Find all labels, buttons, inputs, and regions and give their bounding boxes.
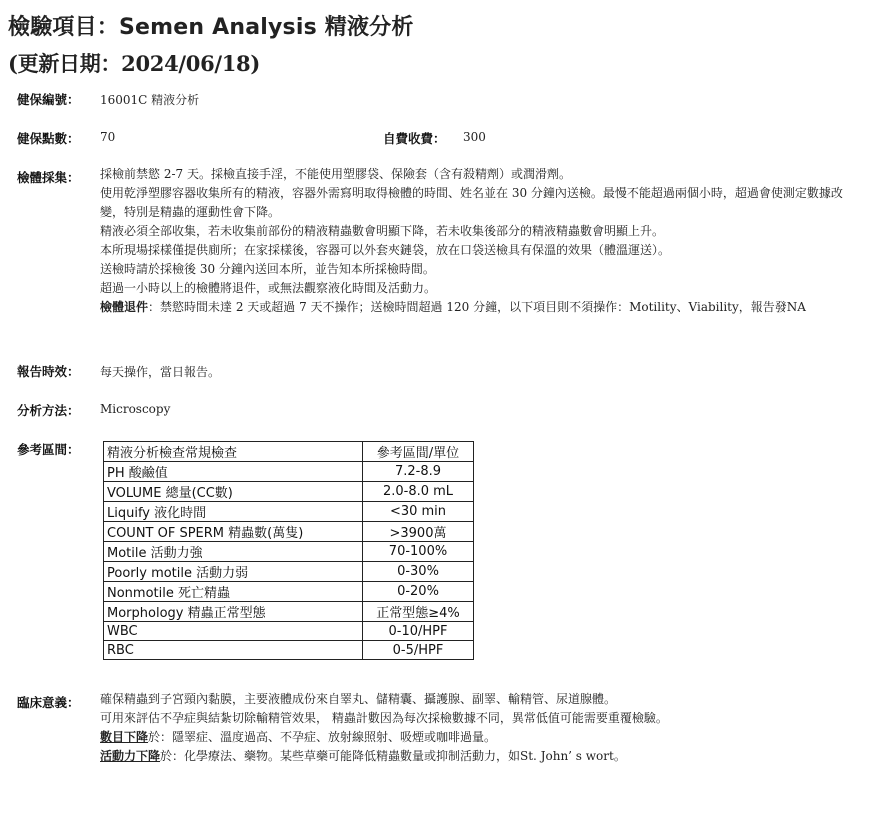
table-row xyxy=(104,542,474,562)
table-header-cell: 參考區間/單位 xyxy=(363,442,474,462)
table-cell: Liquify 液化時間 xyxy=(104,502,363,522)
table-cell: PH 酸鹼值 xyxy=(104,462,363,482)
table-row xyxy=(104,641,474,660)
table-cell: 0-20% xyxy=(363,582,474,602)
table-cell: 正常型態≥4% xyxy=(363,602,474,622)
report-time-value: 每天操作，當日報告。 xyxy=(100,365,221,379)
collection-line: 精液必須全部收集，若未收集前部份的精液精蟲數會明顯下降，若未收集後部分的精液精蟲數會明顯上升。 xyxy=(100,224,665,238)
table-row xyxy=(104,602,474,622)
table-cell: <30 min xyxy=(363,502,474,522)
self-pay-label: 自費收費： xyxy=(383,131,446,146)
table-row xyxy=(104,582,474,602)
table-row xyxy=(104,462,474,482)
table-cell: Poorly motile 活動力弱 xyxy=(104,562,363,582)
method-label: 分析方法： xyxy=(17,403,80,418)
page-title: 檢驗項目：Semen Analysis 精液分析 xyxy=(8,15,414,40)
collection-line: 本所現場採樣僅提供廁所；在家採樣後，容器可以外套夾鏈袋，放在口袋送檢具有保溫的效果（體溫運送）。 xyxy=(100,243,671,257)
table-cell: >3900萬 xyxy=(363,522,474,542)
self-pay-value: 300 xyxy=(463,130,486,144)
clinical-line: 確保精蟲到子宮頸內黏膜，主要液體成份來自睪丸、儲精囊、攝護腺、副睪、輸精管、尿道腺體。 xyxy=(100,692,617,706)
nhi-code-value: 16001C 精液分析 xyxy=(100,93,200,107)
collection-line: 使用乾淨塑膠容器收集所有的精液，容器外需寫明取得檢體的時間、姓名並在 30 分鐘內送檢。最慢不能超過兩個小時，超過會使測定數據改變，特別是精蟲的運動性會下降。 xyxy=(100,186,843,219)
table-cell: RBC xyxy=(104,641,363,660)
table-cell: Nonmotile 死亡精蟲 xyxy=(104,582,363,602)
reject-text: ：禁慾時間未達 2 天或超過 7 天不操作；送檢時間超過 120 分鐘，以下項目則不須操作：Motility、Viability，報告發NA xyxy=(148,300,806,314)
collection-line: 超過一小時以上的檢體將退件，或無法觀察液化時間及活動力。 xyxy=(100,281,437,295)
collection-instructions xyxy=(100,165,860,317)
reference-label: 參考區間： xyxy=(17,442,80,457)
decrease-text: 於：隱睪症、溫度過高、不孕症、放射線照射、吸煙或咖啡過量。 xyxy=(148,730,497,744)
table-row xyxy=(104,502,474,522)
clinical-motility xyxy=(100,747,860,766)
reject-rule xyxy=(100,298,860,317)
table-cell: VOLUME 總量(CC數) xyxy=(104,482,363,502)
reject-label: 檢體退件 xyxy=(100,300,149,314)
collection-label: 檢體採集： xyxy=(17,170,80,185)
collection-line: 採檢前禁慾 2-7 天。採檢直接手淫，不能使用塑膠袋、保險套（含有殺精劑）或潤滑劑。 xyxy=(100,167,571,181)
table-cell: 2.0-8.0 mL xyxy=(363,482,474,502)
collection-line: 送檢時請於採檢後 30 分鐘內送回本所，並告知本所採檢時間。 xyxy=(100,262,435,276)
table-cell: 0-10/HPF xyxy=(363,622,474,641)
clinical-decrease xyxy=(100,728,860,747)
clinical-label: 臨床意義： xyxy=(17,695,80,710)
table-row xyxy=(104,482,474,502)
clinical-line: 可用來評估不孕症與結紮切除輸精管效果， 精蟲計數因為每次採檢數據不同，異常低值可能需要重覆檢驗。 xyxy=(100,711,668,725)
reference-table xyxy=(103,441,474,660)
table-cell: 0-30% xyxy=(363,562,474,582)
table-cell: 70-100% xyxy=(363,542,474,562)
table-cell: Morphology 精蟲正常型態 xyxy=(104,602,363,622)
table-row xyxy=(104,522,474,542)
table-header-row xyxy=(104,442,474,462)
nhi-points-label: 健保點數： xyxy=(17,131,80,146)
update-date: (更新日期：2024/06/18) xyxy=(8,51,261,76)
table-row xyxy=(104,622,474,641)
clinical-significance xyxy=(100,690,860,766)
report-time-label: 報告時效： xyxy=(17,364,80,379)
motility-text: 於：化學療法、藥物。某些草藥可能降低精蟲數量或抑制活動力，如St. John’ s wort。 xyxy=(160,749,626,763)
motility-label: 活動力下降 xyxy=(100,749,161,763)
nhi-points-value: 70 xyxy=(100,130,116,144)
table-cell: 0-5/HPF xyxy=(363,641,474,660)
method-value: Microscopy xyxy=(100,402,171,416)
table-row xyxy=(104,562,474,582)
table-cell: 7.2-8.9 xyxy=(363,462,474,482)
decrease-label: 數目下降 xyxy=(100,730,149,744)
table-cell: Motile 活動力強 xyxy=(104,542,363,562)
nhi-code-label: 健保編號： xyxy=(17,92,80,107)
table-cell: WBC xyxy=(104,622,363,641)
table-header-cell: 精液分析檢查常規檢查 xyxy=(104,442,363,462)
table-cell: COUNT OF SPERM 精蟲數(萬隻) xyxy=(104,522,363,542)
